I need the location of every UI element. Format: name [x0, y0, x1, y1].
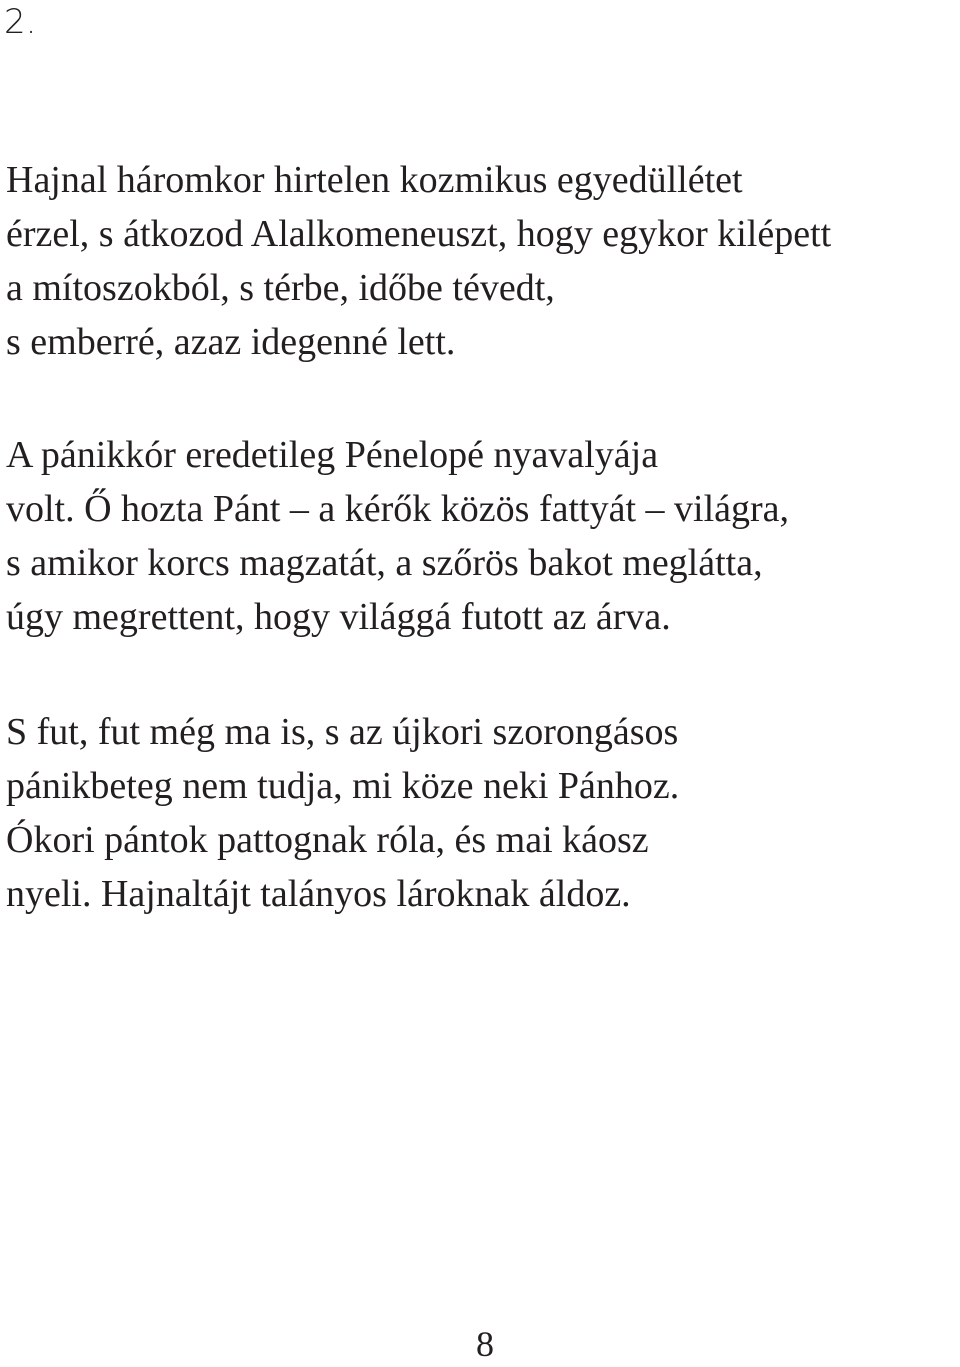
stanza-line: S fut, fut még ma is, s az újkori szorongásos	[6, 711, 679, 753]
stanza-line: úgy megrettent, hogy világgá futott az árva.	[6, 596, 671, 638]
stanza-line: Hajnal háromkor hirtelen kozmikus egyedüllétet	[6, 159, 743, 201]
stanza-line: s amikor korcs magzatát, a szőrös bakot meglátta,	[6, 542, 763, 584]
stanza-1	[6, 153, 831, 369]
stanza-line: s emberré, azaz idegenné lett.	[6, 321, 456, 363]
stanza-line: a mítoszokból, s térbe, időbe tévedt,	[6, 267, 555, 309]
stanza-line: érzel, s átkozod Alalkomeneuszt, hogy egykor kilépett	[6, 213, 832, 255]
stanza-3	[6, 705, 679, 921]
section-number: 2.	[4, 2, 37, 42]
page-number: 8	[476, 1324, 494, 1364]
stanza-2	[6, 428, 789, 644]
stanza-line: pánikbeteg nem tudja, mi köze neki Pánhoz.	[6, 765, 680, 807]
stanza-line: nyeli. Hajnaltájt talányos lároknak áldoz.	[6, 873, 631, 915]
stanza-line: volt. Ő hozta Pánt – a kérők közös fattyát – világra,	[6, 488, 790, 530]
stanza-line: Ókori pántok pattognak róla, és mai káosz	[6, 819, 649, 861]
stanza-line: A pánikkór eredetileg Pénelopé nyavalyája	[6, 434, 659, 476]
